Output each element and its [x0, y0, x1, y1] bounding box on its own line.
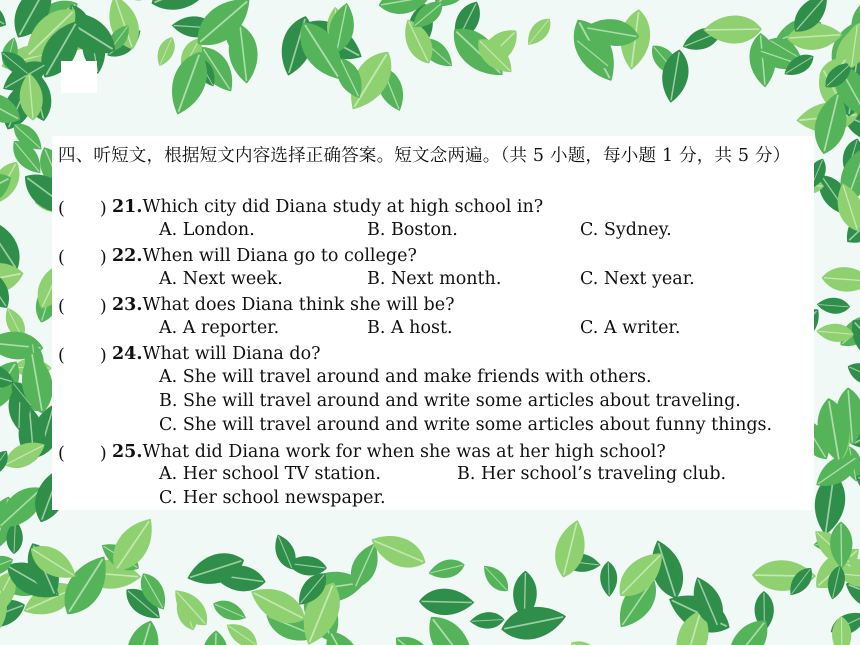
question-25: [112, 440, 666, 464]
question-text: When will Diana go to college?: [142, 246, 417, 266]
question-text: What does Diana think she will be?: [142, 295, 455, 315]
leaf-icon: [201, 630, 229, 645]
option-21-a: A. London.: [159, 220, 255, 240]
leaf-icon: [469, 611, 504, 629]
option-24-b: B. She will travel around and write some articles about traveling.: [159, 391, 741, 411]
option-25-b: B. Her school’s traveling club.: [457, 464, 727, 484]
option-22-a: A. Next week.: [159, 269, 283, 289]
answer-blank-25[interactable]: ( ): [58, 444, 107, 464]
question-number: 23.: [112, 295, 143, 315]
option-23-a: A. A reporter.: [159, 318, 280, 338]
question-text: Which city did Diana study at high school in?: [142, 197, 544, 217]
question-text: What did Diana work for when she was at her high school?: [142, 442, 666, 462]
option-23-b: B. A host.: [367, 318, 453, 338]
option-21-c: C. Sydney.: [580, 220, 672, 240]
leaf-icon: [427, 556, 467, 582]
leaf-icon: [119, 616, 165, 645]
leaf-icon: [816, 296, 851, 314]
leaf-icon: [821, 265, 860, 293]
answer-blank-21[interactable]: ( ): [58, 199, 107, 219]
answer-blank-23[interactable]: ( ): [58, 297, 107, 317]
option-23-c: C. A writer.: [580, 318, 681, 338]
leaf-icon: [0, 0, 12, 35]
question-21: [112, 195, 543, 219]
question-number: 22.: [112, 246, 143, 266]
leaf-icon: [566, 635, 609, 645]
question-number: 24.: [112, 344, 143, 364]
question-text: What will Diana do?: [142, 344, 321, 364]
leaf-icon: [419, 588, 475, 616]
option-22-c: C. Next year.: [580, 269, 695, 289]
corner-white-block: [61, 61, 97, 93]
option-21-b: B. Boston.: [367, 220, 458, 240]
answer-blank-22[interactable]: ( ): [58, 248, 107, 268]
section-heading: 四、听短文，根据短文内容选择正确答案。短文念两遍。（共 5 小题，每小题 1 分，共 5 分）: [58, 146, 791, 166]
leaf-icon: [478, 560, 514, 596]
leaf-icon: [153, 34, 179, 69]
leaf-icon: [600, 561, 618, 597]
question-22: [112, 244, 417, 268]
question-23: [112, 293, 455, 317]
leaf-icon: [498, 601, 569, 645]
option-25-c: C. Her school newspaper.: [159, 488, 386, 508]
question-24: [112, 342, 321, 366]
option-24-c: C. She will travel around and write some articles about funny things.: [159, 415, 773, 435]
option-25-a: A. Her school TV station.: [159, 464, 381, 484]
option-24-a: A. She will travel around and make friends with others.: [159, 367, 652, 387]
question-number: 21.: [112, 197, 143, 217]
leaf-icon: [222, 618, 262, 645]
option-22-b: B. Next month.: [367, 269, 502, 289]
leaf-icon: [210, 596, 250, 626]
leaf-icon: [522, 14, 556, 50]
leaf-icon: [844, 357, 860, 391]
question-number: 25.: [112, 442, 143, 462]
answer-blank-24[interactable]: ( ): [58, 346, 107, 366]
